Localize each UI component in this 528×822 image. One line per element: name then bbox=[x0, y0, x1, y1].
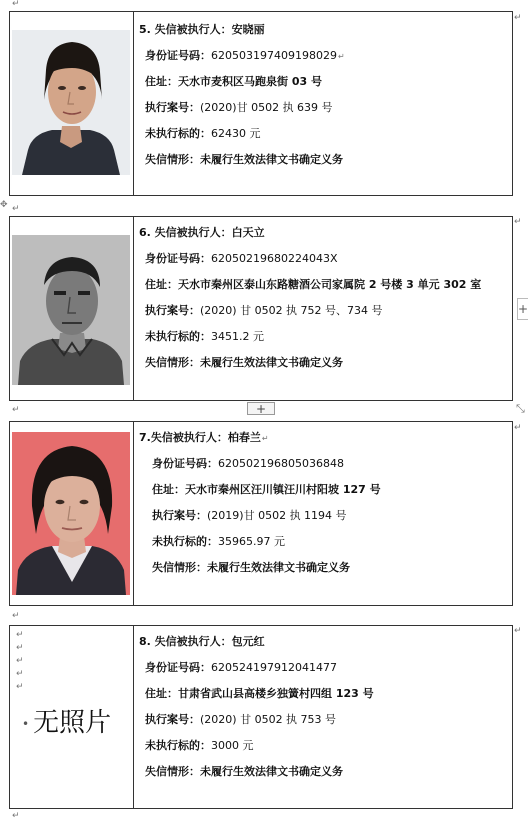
record-table bbox=[9, 11, 513, 196]
paragraph-mark: ↵ bbox=[12, 611, 20, 621]
address-row: 住址：天水市秦州区汪川镇汪川村阳坡 127 号 bbox=[152, 483, 381, 496]
id-number-row: 身份证号码：620502196805036848 bbox=[152, 457, 344, 470]
amount-row: 未执行标的：3000 元 bbox=[145, 739, 254, 752]
table-end-mark: ↵ bbox=[514, 217, 522, 227]
record-table bbox=[9, 216, 513, 401]
table-move-anchor-icon[interactable]: ✥ bbox=[0, 200, 8, 210]
case-number-row: 执行案号：(2020) 甘 0502 执 752 号、734 号 bbox=[145, 304, 383, 317]
case-number-value: (2020) 甘 0502 执 752 号、734 号 bbox=[200, 304, 383, 317]
amount-value: 3000 元 bbox=[211, 739, 254, 752]
address-row: 住址：天水市麦积区马跑泉街 03 号 bbox=[145, 75, 322, 88]
table-end-mark: ↵ bbox=[514, 13, 522, 23]
no-photo-label: • 无照片 bbox=[22, 708, 112, 738]
record-title: 8. 失信被执行人：包元红 bbox=[139, 635, 265, 648]
portrait-photo bbox=[12, 30, 130, 175]
record-title: 6. 失信被执行人：白天立 bbox=[139, 226, 265, 239]
id-number-value: 620524197912041477 bbox=[211, 661, 337, 674]
status-value: 未履行生效法律文书确定义务 bbox=[200, 153, 343, 166]
id-number-row: 身份证号码：620524197912041477 bbox=[145, 661, 337, 674]
paragraph-mark: ↵ bbox=[12, 405, 20, 415]
address-value: 天水市秦州区汪川镇汪川村阳坡 127 号 bbox=[185, 483, 381, 496]
paragraph-mark: ↵ bbox=[12, 204, 20, 214]
amount-row: 未执行标的：62430 元 bbox=[145, 127, 261, 140]
id-number-row: 身份证号码：62050219680224043X bbox=[145, 252, 338, 265]
record-info bbox=[134, 626, 512, 808]
status-row: 失信情形：未履行生效法律文书确定义务 bbox=[145, 356, 343, 369]
case-number-value: (2020) 甘 0502 执 753 号 bbox=[200, 713, 337, 726]
portrait-photo bbox=[12, 432, 130, 595]
id-number-value: 62050219680224043X bbox=[211, 252, 338, 265]
record-table bbox=[9, 421, 513, 606]
record-table bbox=[9, 625, 513, 809]
paragraph-mark: ↵ bbox=[12, 811, 20, 821]
address-row: 住址：甘肃省武山县高楼乡独簧村四组 123 号 bbox=[145, 687, 374, 700]
amount-row: 未执行标的：3451.2 元 bbox=[145, 330, 264, 343]
status-value: 未履行生效法律文书确定义务 bbox=[200, 765, 343, 778]
insert-row-button[interactable]: + bbox=[247, 402, 275, 415]
id-number-value: 620503197409198029 bbox=[211, 49, 337, 62]
amount-value: 35965.97 元 bbox=[218, 535, 285, 548]
case-number-value: (2020)甘 0502 执 639 号 bbox=[200, 101, 333, 114]
address-value: 甘肃省武山县高楼乡独簧村四组 123 号 bbox=[178, 687, 374, 700]
amount-value: 3451.2 元 bbox=[211, 330, 264, 343]
portrait-photo bbox=[12, 235, 130, 385]
address-value: 天水市麦积区马跑泉街 03 号 bbox=[178, 75, 322, 88]
address-row: 住址：天水市秦州区泰山东路糖酒公司家属院 2 号楼 3 单元 302 室 bbox=[145, 278, 482, 291]
status-row: 失信情形：未履行生效法律文书确定义务 bbox=[145, 765, 343, 778]
id-number-row: 身份证号码：620503197409198029↵ bbox=[145, 49, 345, 62]
table-end-mark: ↵ bbox=[514, 423, 522, 433]
case-number-row: 执行案号：(2020)甘 0502 执 639 号 bbox=[145, 101, 333, 114]
photo-cell bbox=[10, 422, 134, 605]
record-info bbox=[134, 217, 512, 400]
record-title: 7.失信被执行人：柏春兰↵ bbox=[139, 431, 269, 444]
status-value: 未履行生效法律文书确定义务 bbox=[207, 561, 350, 574]
photo-cell bbox=[10, 626, 134, 808]
record-info bbox=[134, 422, 512, 605]
case-number-value: (2019)甘 0502 执 1194 号 bbox=[207, 509, 347, 522]
status-row: 失信情形：未履行生效法律文书确定义务 bbox=[152, 561, 350, 574]
photo-cell bbox=[10, 12, 134, 195]
case-number-row: 执行案号：(2019)甘 0502 执 1194 号 bbox=[152, 509, 347, 522]
amount-value: 62430 元 bbox=[211, 127, 261, 140]
paragraph-mark: ↵ bbox=[12, 0, 20, 9]
record-info bbox=[134, 12, 512, 195]
status-value: 未履行生效法律文书确定义务 bbox=[200, 356, 343, 369]
table-resize-handle-icon[interactable]: ⤡ bbox=[516, 402, 525, 415]
insert-column-button[interactable]: + bbox=[517, 298, 528, 320]
case-number-row: 执行案号：(2020) 甘 0502 执 753 号 bbox=[145, 713, 337, 726]
id-number-value: 620502196805036848 bbox=[218, 457, 344, 470]
status-row: 失信情形：未履行生效法律文书确定义务 bbox=[145, 153, 343, 166]
empty-paragraph-marks: ↵ ↵ ↵ ↵ ↵ bbox=[16, 630, 24, 692]
address-value: 天水市秦州区泰山东路糖酒公司家属院 2 号楼 3 单元 302 室 bbox=[178, 278, 482, 291]
photo-cell bbox=[10, 217, 134, 400]
record-title: 5. 失信被执行人：安晓丽 bbox=[139, 23, 265, 36]
amount-row: 未执行标的：35965.97 元 bbox=[152, 535, 285, 548]
table-end-mark: ↵ bbox=[514, 626, 522, 636]
